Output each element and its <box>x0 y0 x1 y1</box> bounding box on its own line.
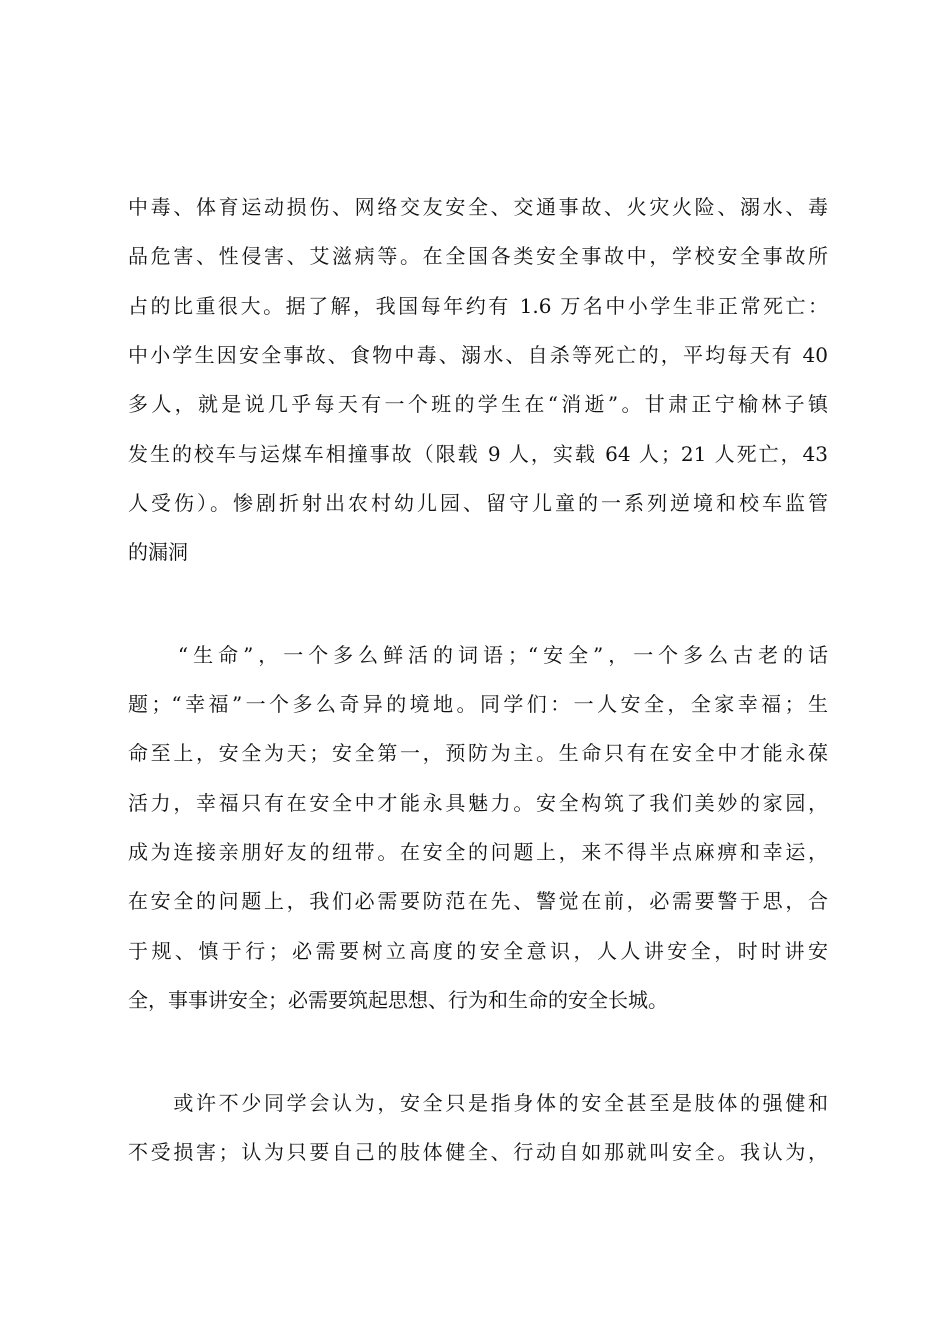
paragraph-3-line-2: 不受损害；认为只要自己的肢体健全、行动自如那就叫安全。我认为， <box>128 1140 828 1164</box>
paragraph-1-line-2: 品危害、性侵害、艾滋病等。在全国各类安全事故中，学校安全事故所 <box>128 244 828 268</box>
paragraph-2-line-3: 命至上，安全为天；安全第一，预防为主。生命只有在安全中才能永葆 <box>128 741 828 765</box>
paragraph-3-line-1: 或许不少同学会认为，安全只是指身体的安全甚至是肢体的强健和 <box>128 1091 828 1115</box>
paragraph-1-line-3: 占的比重很大。据了解，我国每年约有 1.6 万名中小学生非正常死亡： <box>128 294 828 318</box>
paragraph-2-line-7: 于规、慎于行；必需要树立高度的安全意识，人人讲安全，时时讲安 <box>128 939 828 963</box>
paragraph-2-line-1: “生命”，一个多么鲜活的词语；“安全”，一个多么古老的话 <box>128 643 828 667</box>
paragraph-1-line-4: 中小学生因安全事故、食物中毒、溺水、自杀等死亡的，平均每天有 40 <box>128 343 828 367</box>
paragraph-2-line-8: 全，事事讲安全；必需要筑起思想、行为和生命的安全长城。 <box>128 988 668 1012</box>
paragraph-2-line-5: 成为连接亲朋好友的纽带。在安全的问题上，来不得半点麻痹和幸运， <box>128 840 828 864</box>
paragraph-1-line-7: 人受伤）。惨剧折射出农村幼儿园、留守儿童的一系列逆境和校车监管 <box>128 491 828 515</box>
paragraph-1-line-8: 的漏洞 <box>128 540 188 564</box>
paragraph-2-line-6: 在安全的问题上，我们必需要防范在先、警觉在前，必需要警于思，合 <box>128 889 828 913</box>
paragraph-2-line-4: 活力，幸福只有在安全中才能永具魅力。安全构筑了我们美妙的家园， <box>128 791 828 815</box>
paragraph-1-line-5: 多人，就是说几乎每天有一个班的学生在“消逝”。甘肃正宁榆林子镇 <box>128 392 828 416</box>
paragraph-1-line-6: 发生的校车与运煤车相撞事故（限载 9 人，实载 64 人；21 人死亡，43 <box>128 442 828 466</box>
paragraph-2-line-2: 题；“幸福”一个多么奇异的境地。同学们：一人安全，全家幸福；生 <box>128 692 828 716</box>
paragraph-1-line-1: 中毒、体育运动损伤、网络交友安全、交通事故、火灾火险、溺水、毒 <box>128 195 828 219</box>
